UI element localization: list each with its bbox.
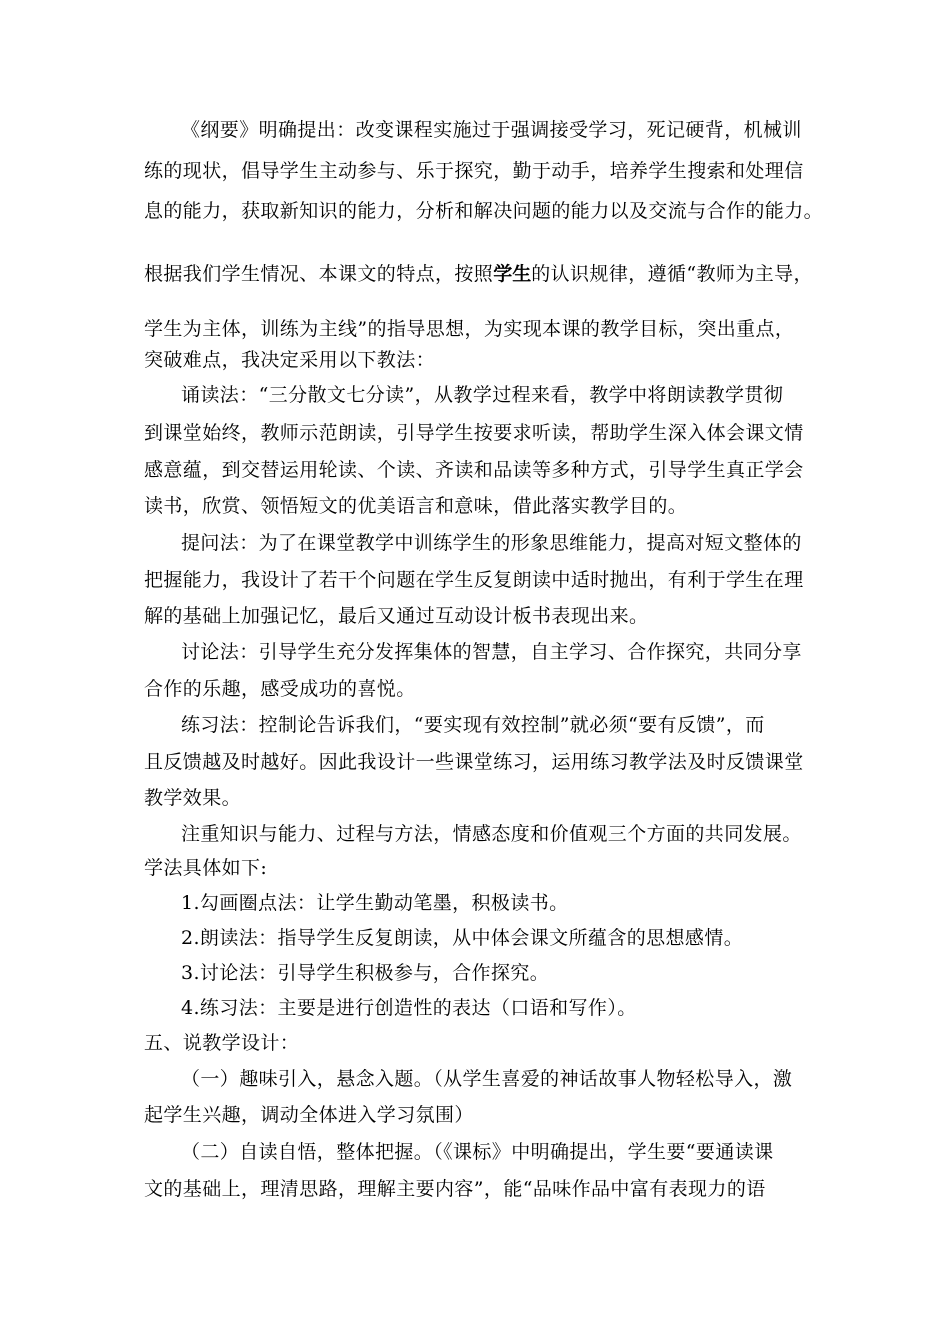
paragraph-line: 起学生兴趣，调动全体进入学习氛围）	[144, 1104, 474, 1126]
text-segment: 根据我们学生情况、本课文的特点，按照	[144, 263, 494, 285]
paragraph-line: 解的基础上加强记忆，最后又通过互动设计板书表现出来。	[144, 605, 649, 627]
paragraph-line: 到课堂始终，教师示范朗读，引导学生按要求听读，帮助学生深入体会课文情	[144, 422, 804, 444]
paragraph-line: 练的现状，倡导学生主动参与、乐于探究，勤于动手，培养学生搜索和处理信	[144, 160, 804, 182]
paragraph-line: 讨论法：引导学生充分发挥集体的智慧，自主学习、合作探究，共同分享	[181, 641, 802, 663]
paragraph-line: 《纲要》明确提出：改变课程实施过于强调接受学习，死记硬背，机械训	[181, 119, 802, 141]
paragraph-line: 提问法：为了在课堂教学中训练学生的形象思维能力，提高对短文整体的	[181, 532, 802, 554]
paragraph-line: 文的基础上，理清思路，理解主要内容”，能“品味作品中富有表现力的语	[144, 1178, 766, 1200]
paragraph-line: 学法具体如下:	[144, 857, 268, 879]
section-heading: 五、说教学设计：	[144, 1032, 300, 1054]
paragraph-line: 读书，欣赏、领悟短文的优美语言和意味，借此落实教学目的。	[144, 495, 688, 517]
text-segment: 的认识规律，遵循“教师为主导，	[531, 263, 813, 285]
paragraph-line: （一）趣味引入，悬念入题。（从学生喜爱的神话故事人物轻松导入，激	[181, 1068, 793, 1090]
paragraph-line: 诵读法：“三分散文七分读”，从教学过程来看，教学中将朗读教学贯彻	[181, 384, 784, 406]
paragraph-line: 教学效果。	[144, 787, 242, 809]
paragraph-line: 合作的乐趣，感受成功的喜悦。	[144, 678, 416, 700]
paragraph-line: 练习法：控制论告诉我们，“要实现有效控制”就必须“要有反馈”，而	[181, 714, 765, 736]
paragraph-line: 息的能力，获取新知识的能力，分析和解决问题的能力以及交流与合作的能力。	[144, 200, 824, 222]
highlighted-word: 学生	[493, 263, 532, 285]
paragraph-line: 把握能力，我设计了若干个问题在学生反复朗读中适时抛出，有利于学生在理	[144, 569, 804, 591]
list-item: 3.讨论法：引导学生积极参与，合作探究。	[181, 962, 550, 984]
list-item: 4.练习法：主要是进行创造性的表达（口语和写作）。	[181, 997, 637, 1019]
paragraph-line: 感意蕴，到交替运用轮读、个读、齐读和品读等多种方式，引导学生真正学会	[144, 459, 804, 481]
paragraph-line: 学生为主体，训练为主线”的指导思想，为实现本课的教学目标，突出重点，	[144, 318, 795, 340]
paragraph-line: （二）自读自悟，整体把握。（《课标》中明确提出，学生要“要通读课	[181, 1141, 774, 1163]
paragraph-line	[144, 261, 824, 287]
paragraph-line: 注重知识与能力、过程与方法，情感态度和价值观三个方面的共同发展。	[181, 823, 802, 845]
paragraph-line: 且反馈越及时越好。因此我设计一些课堂练习，运用练习教学法及时反馈课堂	[144, 751, 804, 773]
paragraph-line: 突破难点，我决定采用以下教法：	[144, 349, 436, 371]
list-item: 1.勾画圈点法：让学生勤动笔墨，积极读书。	[181, 892, 569, 914]
list-item: 2.朗读法：指导学生反复朗读，从中体会课文所蕴含的思想感情。	[181, 927, 744, 949]
